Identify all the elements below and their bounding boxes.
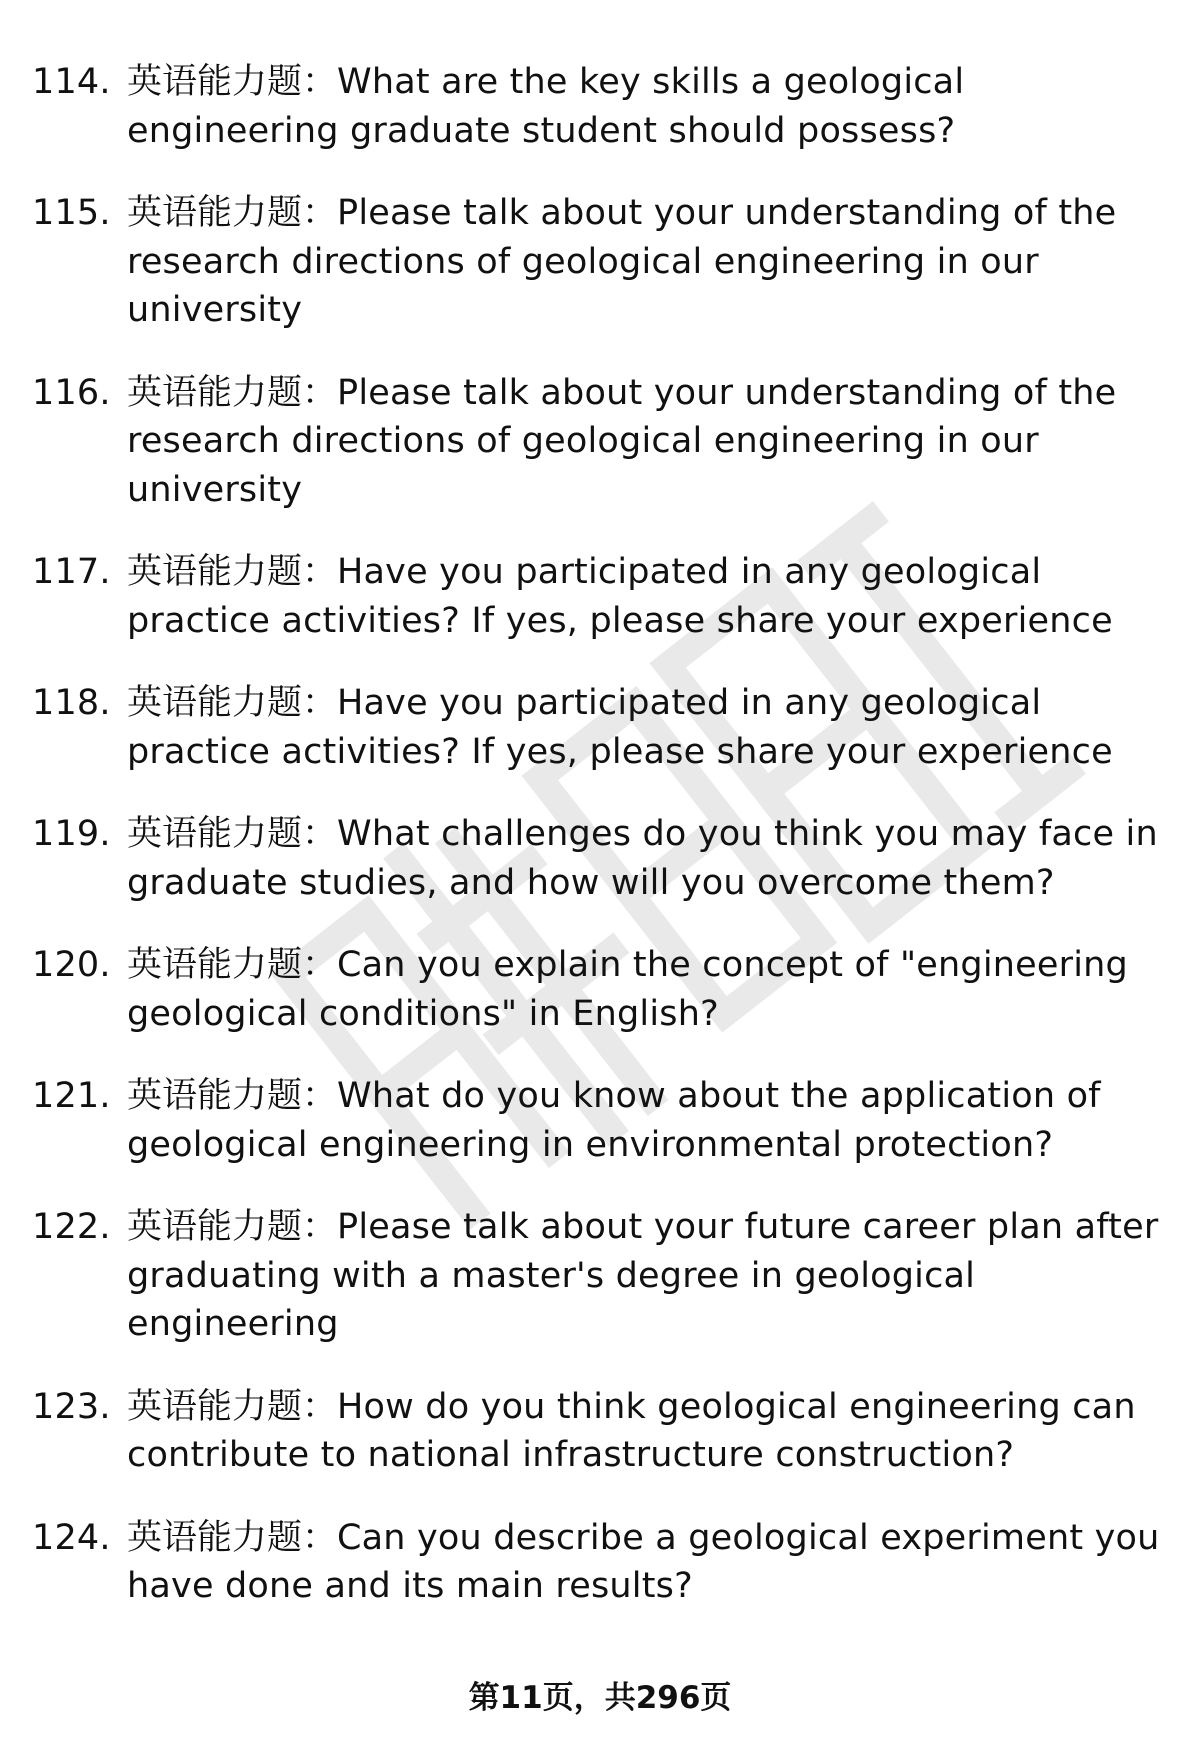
question-item (0, 810, 1200, 907)
question-text: What do you know about the application of geological engineering in environmental protection? (127, 1076, 1101, 1165)
question-category: 英语能力题： (127, 1207, 338, 1247)
question-category: 英语能力题： (127, 552, 338, 592)
question-item (0, 189, 1200, 335)
question-item (0, 1072, 1200, 1169)
question-text: What are the key skills a geological engineering graduate student should possess? (127, 62, 965, 151)
question-list (0, 58, 1200, 1645)
question-number: 120. (32, 945, 111, 985)
question-number: 123. (32, 1386, 111, 1427)
question-item (0, 679, 1200, 776)
question-category: 英语能力题： (127, 1386, 338, 1427)
question-text: Can you describe a geological experiment you have done and its main results? (127, 1517, 1160, 1606)
question-text: Please talk about your future career plan after graduating with a master's degree in geological engineering (127, 1207, 1159, 1344)
question-category: 英语能力题： (127, 945, 338, 985)
question-text: Have you participated in any geological practice activities? If yes, please share your experience (127, 683, 1113, 772)
question-item (0, 1203, 1200, 1349)
question-text: Please talk about your understanding of the research directions of geological engineering in our university (127, 372, 1117, 510)
question-item (0, 58, 1200, 155)
question-category: 英语能力题： (127, 683, 338, 723)
question-number: 116. (32, 372, 111, 413)
page-number-footer: 第11页，共296页 (468, 1680, 732, 1716)
question-number: 115. (32, 193, 111, 233)
question-item (0, 1514, 1200, 1611)
question-item (0, 1383, 1200, 1480)
question-number: 118. (32, 683, 111, 723)
question-category: 英语能力题： (127, 62, 338, 102)
question-category: 英语能力题： (127, 1076, 338, 1116)
question-text: Have you participated in any geological practice activities? If yes, please share your experience (127, 552, 1113, 641)
question-number: 122. (32, 1207, 111, 1247)
question-category: 英语能力题： (127, 1517, 338, 1558)
question-category: 英语能力题： (127, 814, 338, 854)
question-number: 121. (32, 1076, 111, 1116)
question-text: Can you explain the concept of "engineering geological conditions" in English? (127, 945, 1128, 1034)
question-text: What challenges do you think you may face in graduate studies, and how will you overcome them? (127, 814, 1158, 903)
question-number: 114. (32, 62, 111, 102)
question-item (0, 369, 1200, 515)
question-category: 英语能力题： (127, 193, 338, 233)
question-item (0, 941, 1200, 1038)
question-number: 124. (32, 1517, 111, 1558)
question-number: 117. (32, 552, 111, 592)
question-text: How do you think geological engineering can contribute to national infrastructure construction? (127, 1386, 1136, 1475)
question-item (0, 548, 1200, 645)
question-category: 英语能力题： (127, 372, 338, 413)
question-number: 119. (32, 814, 111, 854)
question-text: Please talk about your understanding of the research directions of geological engineering in our university (127, 193, 1117, 330)
